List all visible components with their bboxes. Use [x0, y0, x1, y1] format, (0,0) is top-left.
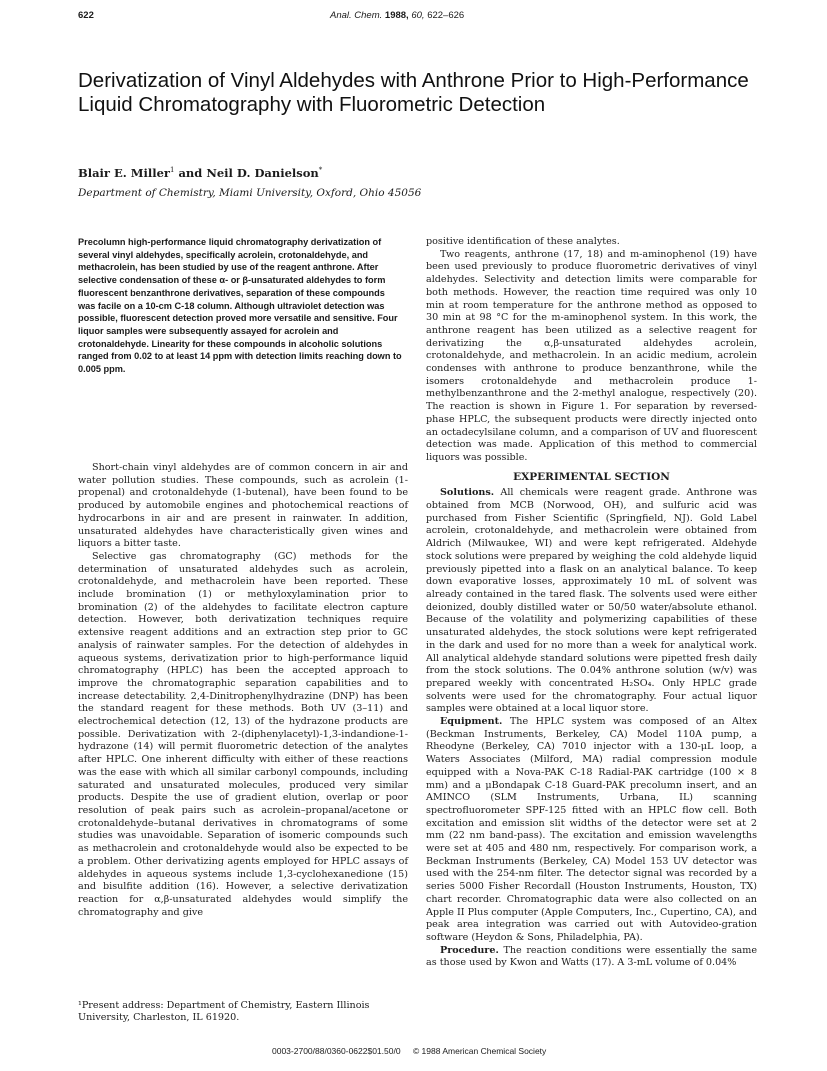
procedure-heading: Procedure.: [440, 944, 499, 956]
author-line: [78, 166, 322, 180]
author-2: Neil D. Danielson: [206, 166, 319, 180]
article-code: 0003-2700/88/0360-0622$01.50/0: [272, 1046, 401, 1056]
intro-paragraph-2: Selective gas chromatography (GC) methods for the determination of unsaturated aldehydes such as acrolein, crotonaldehyde, and methacrolein have been reported. These include bromination (1) or methyloxylamination prior to bromination (2) of the aldehydes to facilitate electron capture detection. However, both derivatization techniques require extensive reagent additions and an extraction step prior to GC analysis of rainwater samples. For the detection of aldehydes in aqueous systems, derivatization prior to high-performance liquid chromatography (HPLC) has been the accepted approach to improve the chromatographic separation capabilities and to increase detectability. 2,4-Dinitrophenylhydrazine (DNP) has been the standard reagent for these methods. Both UV (3–11) and electrochemical detection (12, 13) of the hydrazone products are possible. Derivatization with 2-(diphenylacetyl)-1,3-indandione-1-hydrazone (14) will permit fluorometric detection of the analytes after HPLC. One inherent difficulty with either of these reactions was the ease with which all similar carbonyl compounds, including saturated and unsaturated molecules, produced very similar products. Despite the use of gradient elution, overlap or poor resolution of peak pairs such as acrolein–propanal/acetone or crotonaldehyde–butanal derivatives in chromatograms of some studies was unavoidable. Separation of isomeric compounds such as methacrolein and crotonaldehyde would also be expected to be a problem. Other derivatizing agents employed for HPLC assays of aldehydes in aqueous systems include 1,3-cyclohexanedione (15) and bisulfite addition (16). However, a selective derivatization reaction for α,β-unsaturated aldehydes would simplify the chromatography and give: [78, 550, 408, 918]
footnote: ¹Present address: Department of Chemistry, Eastern Illinois University, Charleston, IL 61920.: [78, 1000, 370, 1023]
equipment-heading: Equipment.: [440, 716, 503, 728]
page-footer: [272, 1046, 556, 1056]
left-column-body: [78, 462, 408, 919]
journal-citation: [330, 10, 464, 21]
solutions-heading: Solutions.: [440, 487, 495, 499]
right-column-body: [426, 236, 757, 970]
procedure-text: The reaction conditions were essentially the same as those used by Kwon and Watts (17). A 3-mL volume of 0.04%: [426, 944, 757, 969]
affiliation: Department of Chemistry, Miami University, Oxford, Ohio 45056: [78, 187, 422, 199]
page-number: 622: [78, 10, 94, 21]
author-1: Blair E. Miller: [78, 166, 170, 180]
article-title: Derivatization of Vinyl Aldehydes with Anthrone Prior to High-Performance Liquid Chromatography with Fluorometric Detection: [78, 68, 749, 117]
intro-paragraph-1: Short-chain vinyl aldehydes are of common concern in air and water pollution studies. These compounds, such as acrolein (1-propenal) and crotonaldehyde (1-butenal), have been found to be produced by automobile engines and photochemical reactions of hydrocarbons in air and are present in rainwater. In addition, unsaturated aldehydes have characteristically given wines and liquors a bitter taste.: [78, 462, 408, 550]
journal-pages: 622–626: [427, 10, 465, 21]
copyright: © 1988 American Chemical Society: [412, 1046, 547, 1056]
equipment-text: The HPLC system was composed of an Altex (Beckman Instruments, Berkeley, CA) Model 110A pump, a Rheodyne (Berkeley, CA) 7010 injector with a 130-μL loop, a Waters Associates (Milford, MA) radial compression module equipped with a Nova-PAK C-18 Radial-PAK cartridge (100 × 8 mm) and a μBondapak C-18 Guard-PAK precolumn insert, and an AMINCO (SLM Instruments, Urbana, IL) scanning spectrofluorometer SPF-125 fitted with an HPLC flow cell. Both excitation and emission slit widths of the detector were set at 2 mm (22 nm band-pass). The excitation and emission wavelengths were set at 405 and 480 nm, respectively. For comparison work, a Beckman Instruments (Berkeley, CA) Model 153 UV detector was used with the 254-nm filter. The detector signal was recorded by a series 5000 Fisher Recordall (Houston Instruments, Houston, TX) chart recorder. Chromatographic data were also collected on an Apple II Plus computer (Apple Computers, Inc., Cupertino, CA), and peak area integration was carried out with Autovideo-gration software (Heydon & Sons, Philadelphia, PA).: [426, 716, 758, 943]
solutions-text: All chemicals were reagent grade. Anthrone was obtained from MCB (Norwood, OH), and sulfuric acid was purchased from Fisher Scientific (Springfield, NJ). Gold Label acrolein, crotonaldehyde, and methacrolein were obtained from Aldrich (Milwaukee, WI) and were kept refrigerated. Aldehyde stock solutions were prepared by weighing the cold aldehyde liquid previously pipetted into a flask on an analytical balance. To keep down evaporative losses, approximately 10 mL of solvent was already contained in the tared flask. The solvents used were either deionized, doubly distilled water or 50/50 water/absolute ethanol. Because of the volatility and polymerizing capabilities of these unsaturated aldehydes, the stock solutions were kept refrigerated in the dark and used for no more than a week for analytical work. All analytical aldehyde standard solutions were pipetted fresh daily from the stock solutions. The 0.04% anthrone solution (w/v) was prepared weekly with concentrated H₂SO₄. Only HPLC grade solvents were used for the chromatography. Four actual liquor samples were obtained at a local liquor store.: [426, 487, 757, 715]
intro-paragraph-4: Two reagents, anthrone (17, 18) and m-aminophenol (19) have been used previously to produce fluorometric derivatives of vinyl aldehydes. Selectivity and detection limits were comparable for both methods. However, the reaction time required was only 10 min at room temperature for the anthrone method as opposed to 30 min at 98 °C for the m-aminophenol system. In this work, the anthrone reagent has been utilized as a selective reagent for derivatizing the α,β-unsaturated aldehydes acrolein, crotonaldehyde, and methacrolein. In an acidic medium, acrolein condenses with anthrone to produce benzanthrone, while the isomers crotonaldehyde and methacrolein produce 1-methylbenzanthrone and the 2-methyl analogue, respectively (20). The reaction is shown in Figure 1. For separation by reversed-phase HPLC, the subsequent products were directly injected onto an octadecylsilane column, and a comparison of UV and fluorescent detection was made. Application of this method to commercial liquors was possible.: [426, 248, 757, 463]
section-heading: EXPERIMENTAL SECTION: [513, 470, 670, 483]
solutions-paragraph: [426, 487, 757, 716]
journal-year: 1988,: [384, 10, 409, 21]
journal-name: Anal. Chem.: [330, 10, 383, 21]
journal-volume: 60,: [411, 10, 425, 21]
intro-paragraph-3: positive identification of these analytes.: [426, 236, 620, 247]
abstract: Precolumn high-performance liquid chromatography derivatization of several vinyl aldehydes, specifically acrolein, crotonaldehyde, and methacrolein, has been studied by use of the reagent anthrone. After selective condensation of these α- or β-unsaturated aldehydes to form fluorescent benzanthrone derivatives, separation of these compounds was facile on a 10-cm C-18 column. Although ultraviolet detection was possible, fluorescent detection proved more versatile and sensitive. Four liquor samples were subsequently assayed for acrolein and crotonaldehyde. Linearity for these compounds in alcoholic solutions ranged from 0.02 to at least 14 ppm with detection limits reaching down to 0.005 ppm.: [78, 237, 402, 375]
author-1-footnote-mark: 1: [169, 166, 175, 175]
author-connector: and: [174, 166, 207, 180]
author-2-mark: *: [318, 166, 323, 175]
procedure-paragraph: [426, 945, 757, 970]
equipment-paragraph: [426, 716, 757, 945]
